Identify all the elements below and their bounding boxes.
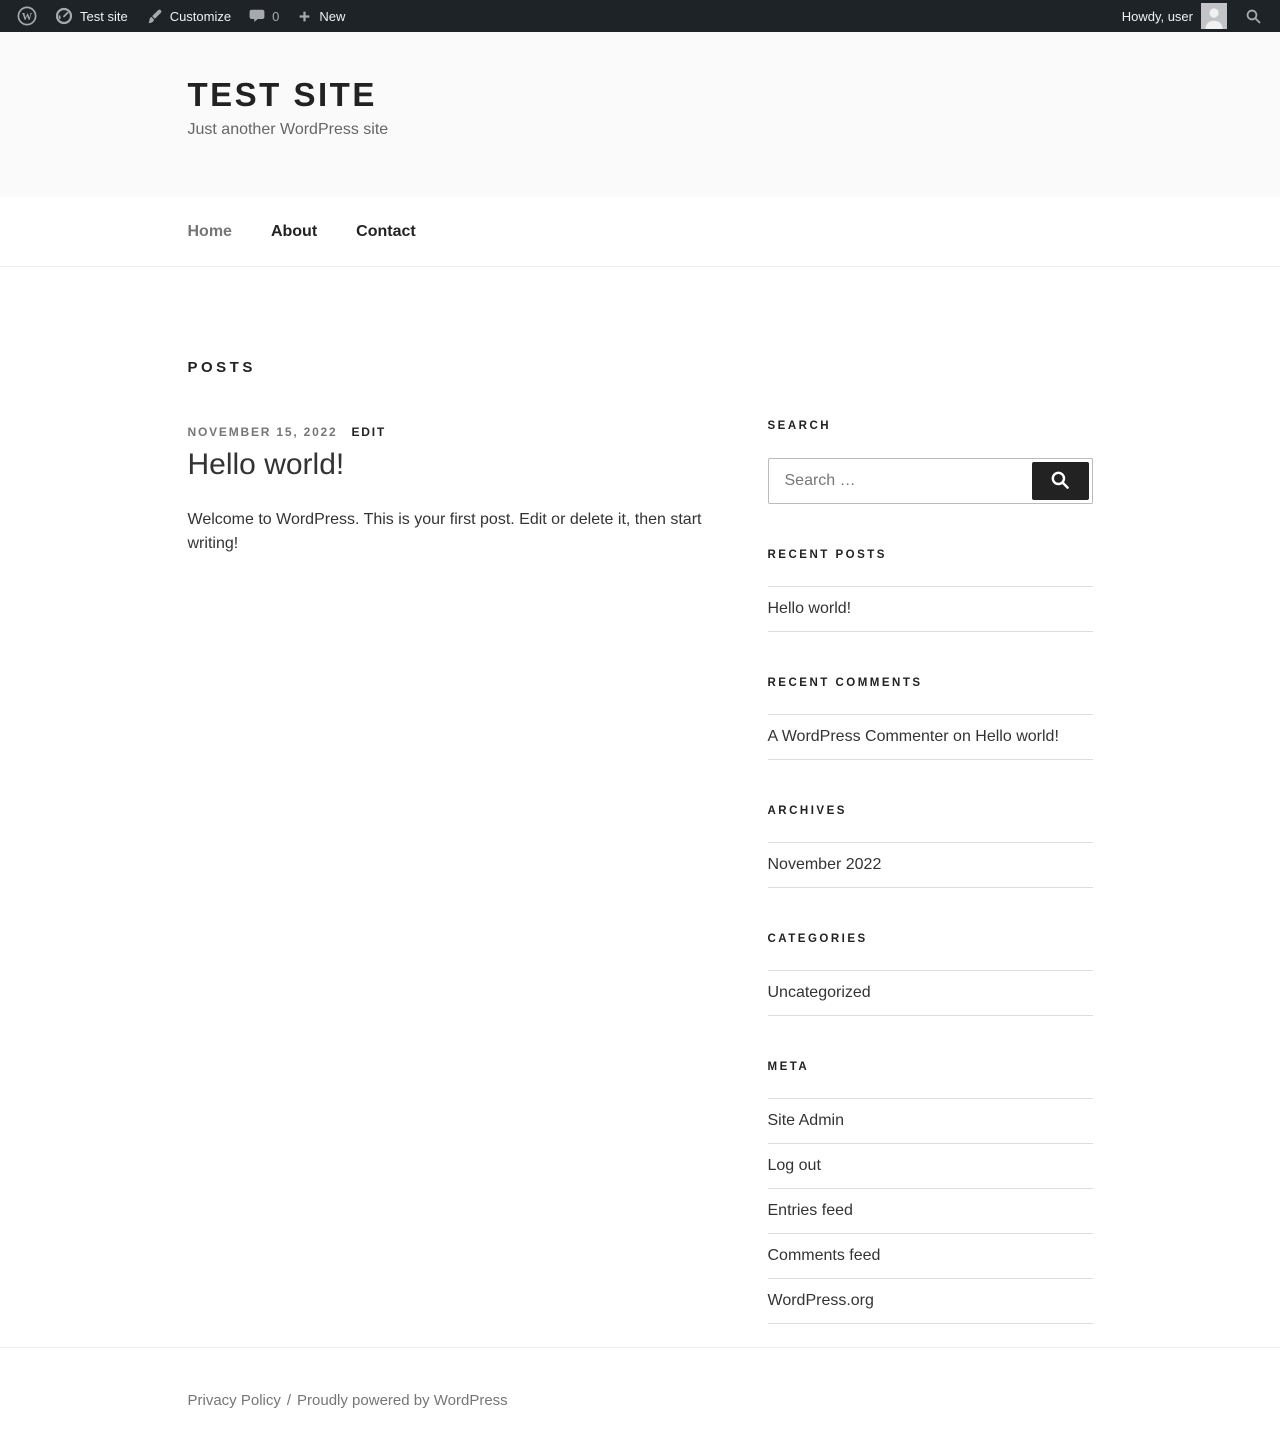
- search-widget-title: SEARCH: [767, 420, 832, 432]
- post-title: [188, 448, 724, 482]
- site-title[interactable]: TEST SITE: [187, 76, 377, 113]
- wordpress-org-link[interactable]: WordPress.org: [767, 1292, 874, 1309]
- archive-link[interactable]: November 2022: [767, 856, 882, 873]
- entries-feed-link[interactable]: Entries feed: [767, 1202, 853, 1219]
- search-submit-button[interactable]: [1032, 462, 1089, 500]
- meta-widget: [768, 1061, 1093, 1324]
- comments-feed-link[interactable]: Comments feed: [767, 1247, 881, 1264]
- main-navigation: [0, 197, 1280, 267]
- customize-label: Customize: [169, 8, 232, 24]
- wordpress-logo-menu[interactable]: [8, 0, 46, 32]
- nav-link-contact[interactable]: Contact: [356, 222, 416, 240]
- comment-author-link[interactable]: A WordPress Commenter: [767, 728, 949, 745]
- site-content: [0, 267, 1280, 1347]
- admin-bar-right: [1114, 0, 1268, 32]
- site-name-label: Test site: [80, 8, 128, 24]
- dashboard-icon: [55, 7, 73, 25]
- comment-bubble-icon: [249, 8, 265, 24]
- list-item: [768, 1279, 1093, 1324]
- recent-comments-title: RECENT COMMENTS: [767, 677, 923, 689]
- comments-count: 0: [272, 8, 280, 24]
- admin-bar-site-name[interactable]: [46, 0, 137, 32]
- sidebar: [768, 359, 1093, 1324]
- recent-post-link[interactable]: Hello world!: [767, 600, 852, 617]
- brush-icon: [146, 8, 163, 25]
- wordpress-logo-icon: [17, 6, 37, 26]
- admin-bar-comments[interactable]: [240, 0, 288, 32]
- nav-link-about[interactable]: About: [270, 222, 318, 240]
- recent-posts-title: RECENT POSTS: [767, 549, 887, 561]
- powered-by-link[interactable]: Proudly powered by WordPress: [297, 1392, 508, 1409]
- footer-separator: /: [286, 1392, 292, 1409]
- meta-title: META: [767, 1061, 810, 1073]
- log-out-link[interactable]: Log out: [767, 1157, 821, 1174]
- search-form: [768, 458, 1093, 504]
- entry-meta: [188, 425, 724, 439]
- list-item: [768, 1144, 1093, 1189]
- categories-title: CATEGORIES: [767, 933, 868, 945]
- search-widget: [768, 420, 1093, 504]
- recent-posts-widget: [768, 549, 1093, 632]
- list-item: [768, 971, 1093, 1016]
- admin-bar-customize[interactable]: [137, 0, 240, 32]
- archives-title: ARCHIVES: [767, 805, 847, 817]
- avatar: [1201, 3, 1227, 29]
- list-item: [768, 1099, 1093, 1144]
- list-item: [768, 715, 1093, 760]
- category-link[interactable]: Uncategorized: [767, 984, 871, 1001]
- site-tagline: Just another WordPress site: [187, 121, 389, 138]
- commented-post-link[interactable]: Hello world!: [975, 728, 1059, 745]
- site-admin-link[interactable]: Site Admin: [767, 1112, 844, 1129]
- howdy-label: Howdy, user: [1121, 8, 1193, 24]
- comment-connector: on: [953, 728, 971, 745]
- list-item: [768, 1234, 1093, 1279]
- admin-bar-new[interactable]: [288, 0, 354, 32]
- post-date[interactable]: NOVEMBER 15, 2022: [187, 425, 338, 439]
- list-item: [768, 587, 1093, 632]
- nav-item-contact[interactable]: [356, 223, 416, 241]
- posts-column: [188, 359, 724, 1324]
- nav-item-about[interactable]: [271, 223, 317, 241]
- list-item: [768, 843, 1093, 888]
- page-title: POSTS: [187, 359, 256, 376]
- edit-post-link[interactable]: EDIT: [351, 425, 387, 439]
- plus-icon: [297, 9, 312, 24]
- post-article: [188, 425, 724, 556]
- archives-widget: [768, 805, 1093, 888]
- post-body: Welcome to WordPress. This is your first post. Edit or delete it, then start writing!: [187, 511, 702, 552]
- admin-bar-search-icon[interactable]: [1235, 8, 1268, 25]
- search-icon: [1049, 469, 1071, 494]
- site-footer: [0, 1347, 1280, 1445]
- nav-link-home[interactable]: Home: [187, 222, 232, 240]
- search-input[interactable]: [769, 459, 1029, 503]
- svg-text:W: W: [21, 11, 33, 23]
- recent-comments-widget: [768, 677, 1093, 760]
- new-label: New: [319, 8, 346, 24]
- site-header: [0, 32, 1280, 197]
- privacy-policy-link[interactable]: Privacy Policy: [187, 1392, 281, 1409]
- post-title-link[interactable]: Hello world!: [187, 448, 345, 481]
- categories-widget: [768, 933, 1093, 1016]
- admin-bar: [0, 0, 1280, 32]
- nav-item-home[interactable]: [188, 223, 232, 241]
- my-account-menu[interactable]: [1114, 3, 1235, 29]
- admin-bar-left: [8, 0, 354, 32]
- list-item: [768, 1189, 1093, 1234]
